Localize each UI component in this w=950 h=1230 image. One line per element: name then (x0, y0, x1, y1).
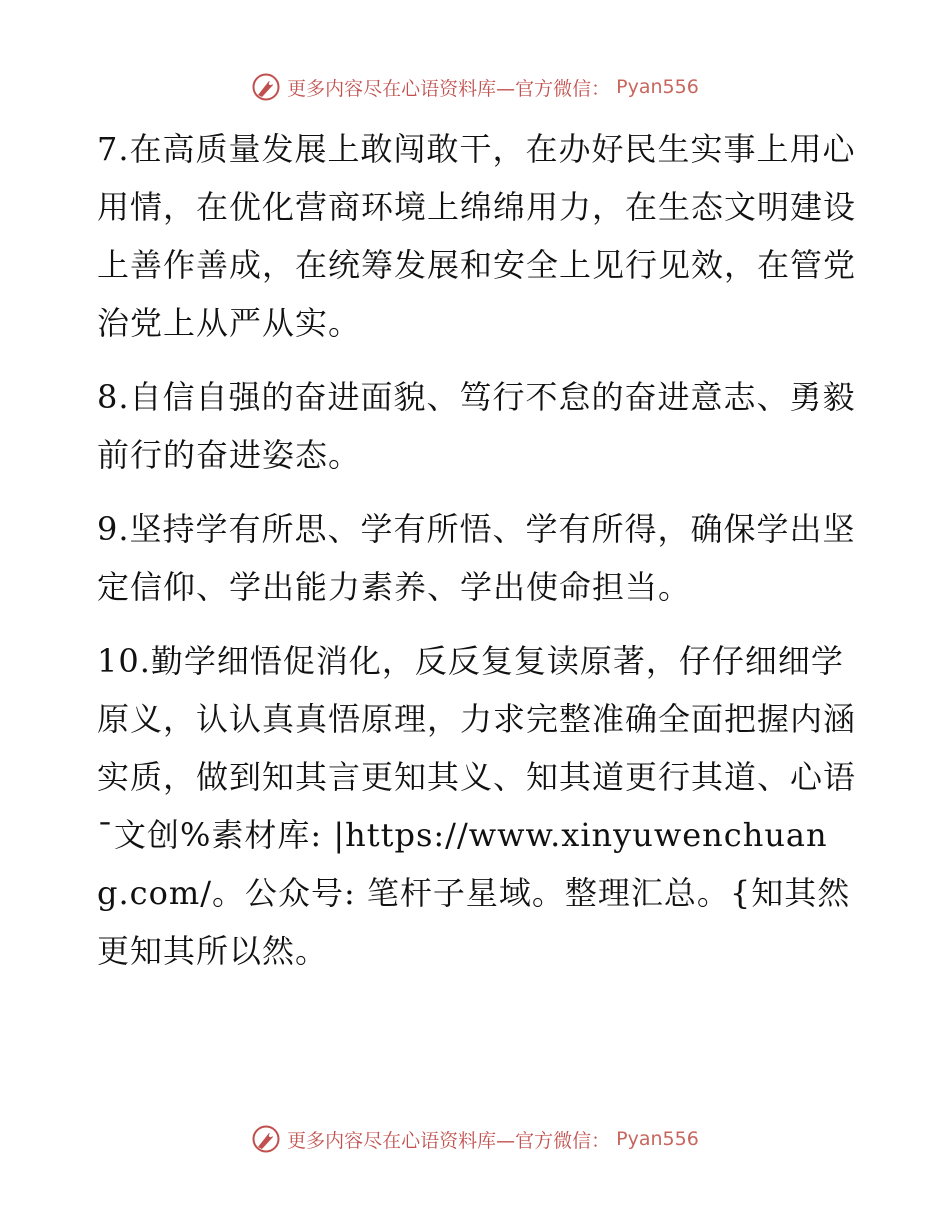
footer-banner (0, 1124, 950, 1154)
document-body (97, 120, 857, 996)
list-item-10: 10.勤学细悟促消化，反反复复读原著，仔仔细细学原义，认认真真悟原理，力求完整准确全面把握内涵实质，做到知其言更知其义、知其道更行其道、心语¯文创%素材库: |https://www.xinyuwenchuang.com/。公众号: 笔杆子星域。整理汇总。{知其然更知其所以然。 (97, 642, 857, 970)
header-banner-text: 更多内容尽在心语资料库—官方微信： (287, 77, 611, 100)
list-item-7: 7.在高质量发展上敢闯敢干，在办好民生实事上用心用情，在优化营商环境上绵绵用力，在生态文明建设上善作善成，在统筹发展和安全上见行见效，在管党治党上从严从实。 (97, 130, 857, 342)
footer-banner-text: 更多内容尽在心语资料库—官方微信： (287, 1129, 611, 1152)
pen-nib-logo-icon (251, 1124, 281, 1154)
list-item-8: 8.自信自强的奋进面貌、笃行不怠的奋进意志、勇毅前行的奋进姿态。 (97, 378, 856, 474)
list-item-9: 9.坚持学有所思、学有所悟、学有所得，确保学出坚定信仰、学出能力素养、学出使命担当。 (97, 510, 856, 606)
footer-wechat-id: Pyan556 (616, 1128, 699, 1150)
pen-nib-logo-icon (251, 72, 281, 102)
header-banner (0, 72, 950, 102)
header-wechat-id: Pyan556 (616, 76, 699, 98)
